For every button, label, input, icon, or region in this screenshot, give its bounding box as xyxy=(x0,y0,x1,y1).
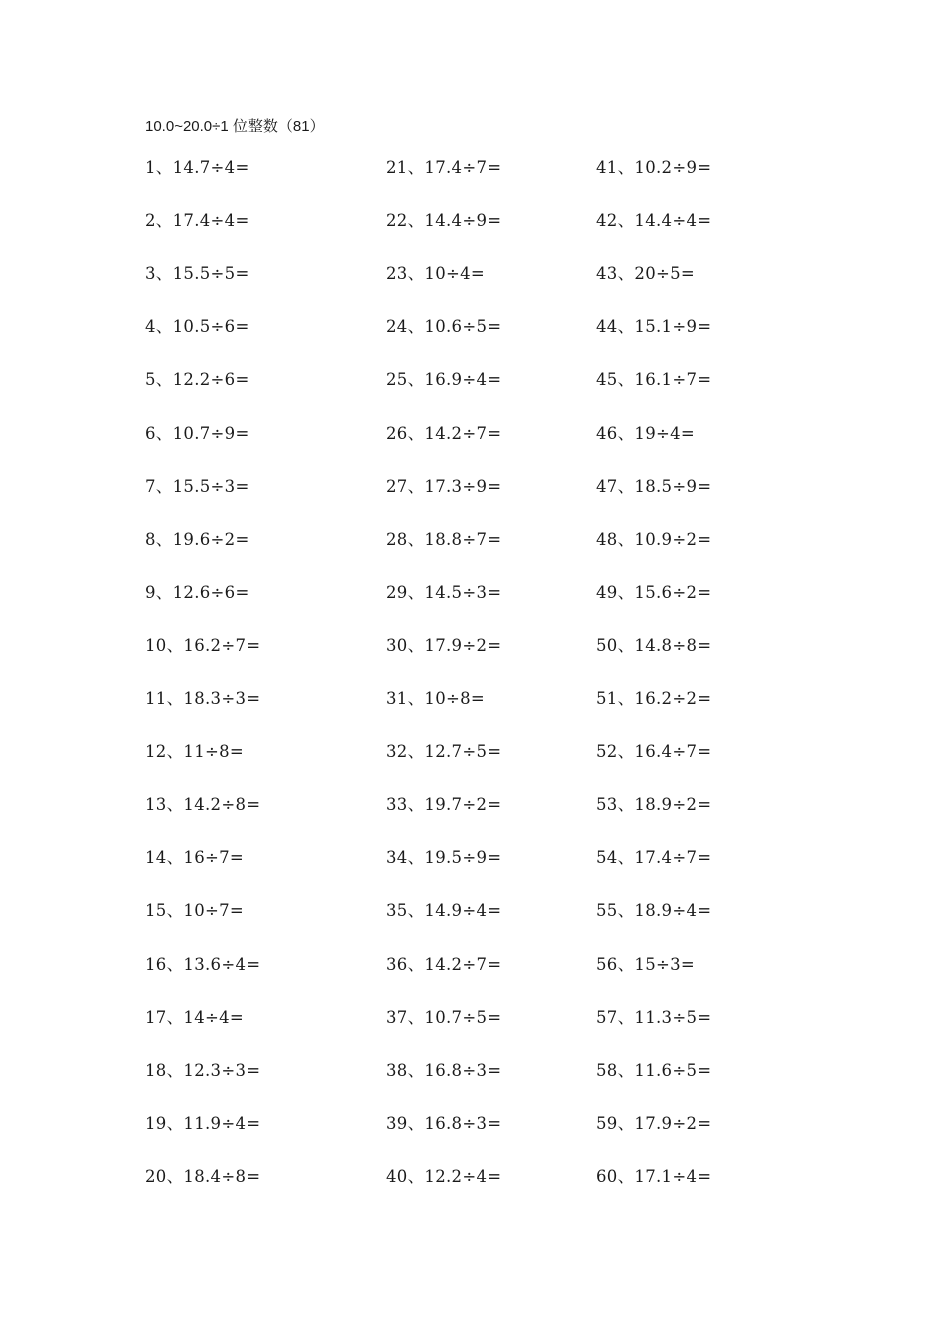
problem-item: 10、16.2÷7= xyxy=(145,635,261,655)
problem-item: 52、16.4÷7= xyxy=(596,742,712,762)
problem-item: 38、16.8÷3= xyxy=(386,1060,502,1080)
problem-item: 17、14÷4= xyxy=(145,1007,245,1027)
problem-item: 59、17.9÷2= xyxy=(596,1113,712,1133)
problem-item: 39、16.8÷3= xyxy=(386,1113,502,1133)
problem-item: 45、16.1÷7= xyxy=(596,370,712,390)
problem-item: 18、12.3÷3= xyxy=(145,1060,261,1080)
problem-item: 34、19.5÷9= xyxy=(386,848,502,868)
problem-item: 15、10÷7= xyxy=(145,901,245,921)
problem-item: 9、12.6÷6= xyxy=(145,582,250,602)
problem-item: 22、14.4÷9= xyxy=(386,211,502,231)
problem-item: 30、17.9÷2= xyxy=(386,635,502,655)
problem-item: 28、18.8÷7= xyxy=(386,529,502,549)
problem-item: 53、18.9÷2= xyxy=(596,795,712,815)
problem-item: 51、16.2÷2= xyxy=(596,689,712,708)
problem-item: 33、19.7÷2= xyxy=(386,795,502,815)
problem-item: 8、19.6÷2= xyxy=(145,529,250,549)
problem-item: 5、12.2÷6= xyxy=(145,370,250,390)
problem-item: 11、18.3÷3= xyxy=(145,689,261,708)
problem-item: 13、14.2÷8= xyxy=(145,795,261,815)
problem-item: 43、20÷5= xyxy=(596,264,696,284)
problem-item: 25、16.9÷4= xyxy=(386,370,502,390)
problem-item: 55、18.9÷4= xyxy=(596,901,712,921)
problem-item: 41、10.2÷9= xyxy=(596,158,712,177)
problem-item: 24、10.6÷5= xyxy=(386,317,502,337)
problem-item: 46、19÷4= xyxy=(596,423,696,443)
problem-item: 35、14.9÷4= xyxy=(386,901,502,921)
problem-item: 56、15÷3= xyxy=(596,954,696,974)
problem-item: 47、18.5÷9= xyxy=(596,476,712,496)
problem-item: 48、10.9÷2= xyxy=(596,529,712,549)
problem-item: 23、10÷4= xyxy=(386,264,486,284)
problem-item: 29、14.5÷3= xyxy=(386,582,502,602)
problem-item: 12、11÷8= xyxy=(145,742,245,762)
problem-item: 14、16÷7= xyxy=(145,848,245,868)
problem-item: 58、11.6÷5= xyxy=(596,1060,712,1080)
problem-item: 50、14.8÷8= xyxy=(596,635,712,655)
problem-item: 20、18.4÷8= xyxy=(145,1166,261,1186)
problem-item: 40、12.2÷4= xyxy=(386,1166,502,1186)
worksheet-title: 10.0~20.0÷1 位整数（81） xyxy=(145,118,325,135)
problem-item: 2、17.4÷4= xyxy=(145,211,250,231)
problem-item: 19、11.9÷4= xyxy=(145,1113,261,1133)
problem-item: 27、17.3÷9= xyxy=(386,476,502,496)
problem-item: 37、10.7÷5= xyxy=(386,1007,502,1027)
problem-item: 31、10÷8= xyxy=(386,689,486,708)
problem-item: 32、12.7÷5= xyxy=(386,742,502,762)
problem-item: 36、14.2÷7= xyxy=(386,954,502,974)
problem-item: 26、14.2÷7= xyxy=(386,423,502,443)
problem-item: 7、15.5÷3= xyxy=(145,476,250,496)
problem-item: 42、14.4÷4= xyxy=(596,211,712,231)
problem-item: 49、15.6÷2= xyxy=(596,582,712,602)
problem-item: 57、11.3÷5= xyxy=(596,1007,712,1027)
problem-item: 44、15.1÷9= xyxy=(596,317,712,337)
problem-item: 4、10.5÷6= xyxy=(145,317,250,337)
problem-item: 3、15.5÷5= xyxy=(145,264,250,284)
problem-item: 60、17.1÷4= xyxy=(596,1166,712,1186)
problem-item: 21、17.4÷7= xyxy=(386,158,502,177)
problem-item: 1、14.7÷4= xyxy=(145,158,250,177)
problem-item: 6、10.7÷9= xyxy=(145,423,250,443)
problem-item: 54、17.4÷7= xyxy=(596,848,712,868)
problem-item: 16、13.6÷4= xyxy=(145,954,261,974)
